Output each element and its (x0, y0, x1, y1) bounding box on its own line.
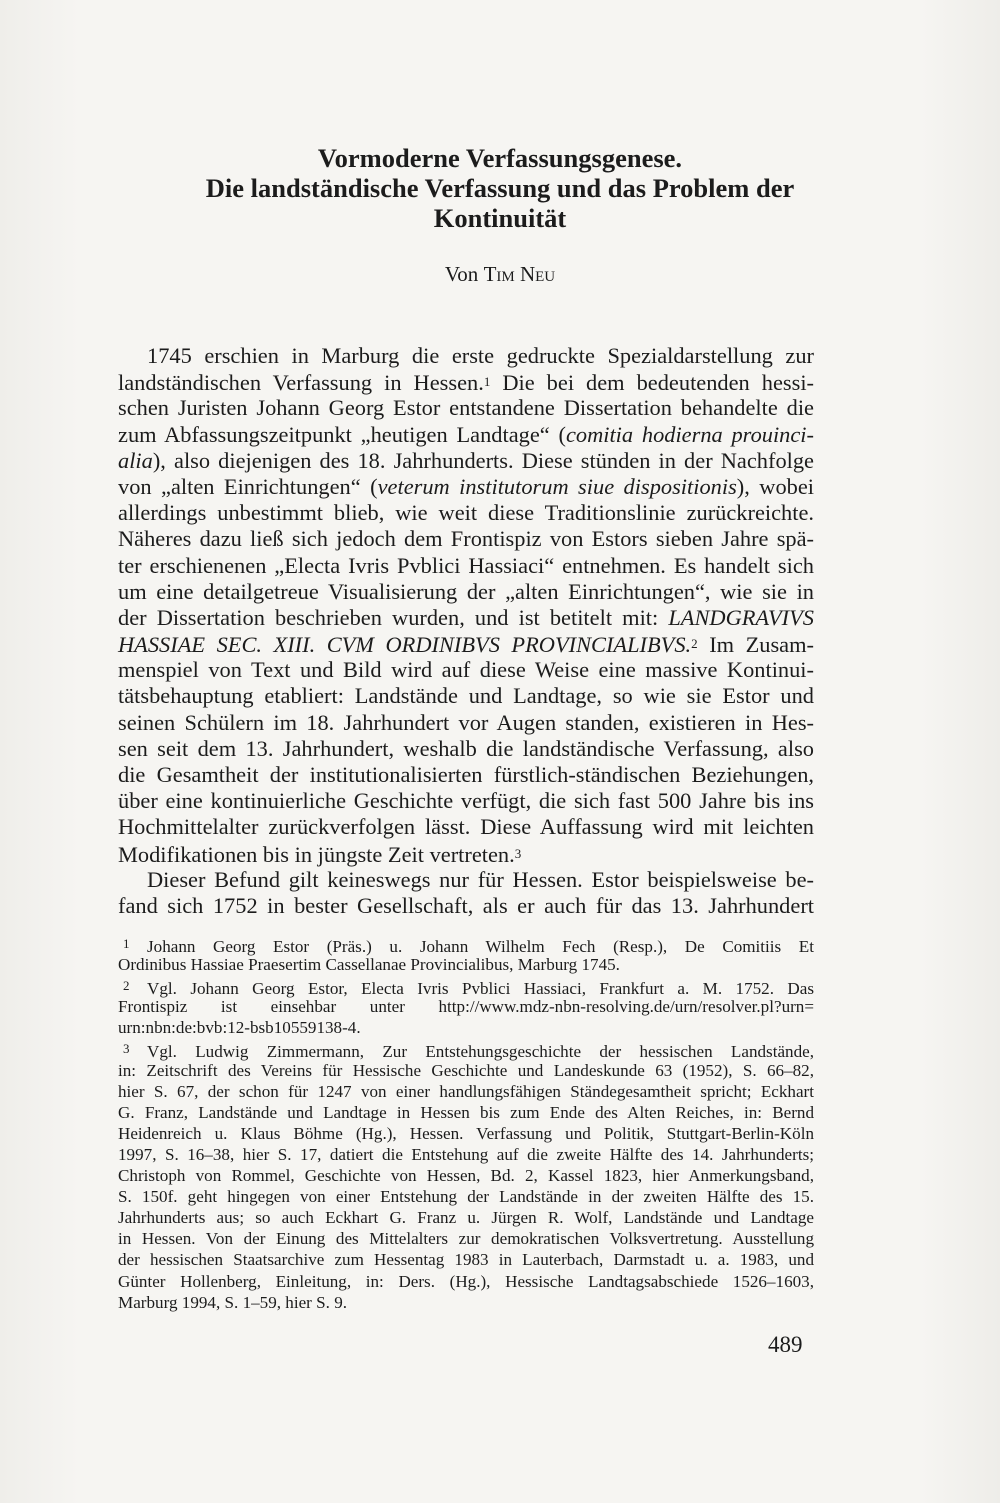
footnotes (118, 933, 814, 1313)
author-name: Tim Neu (483, 262, 556, 286)
body-line: Hochmittelalter zurückverfolgen lässt. Diese Auffassung wird mit leichten (118, 814, 814, 840)
footnote-line: in: Zeitschrift des Vereins für Hessische Geschichte und Landeskunde 63 (1952), S. 66–82, (118, 1060, 814, 1080)
title-line-1: Vormoderne Verfassungsgenese. (317, 143, 683, 173)
footnote-line: Jahrhunderts aus; so auch Eckhart G. Franz u. Jürgen R. Wolf, Landstände und Landtage (118, 1208, 814, 1228)
footnote-ref-2[interactable]: 2 (691, 636, 698, 652)
body-line: schen Juristen Johann Georg Estor entstandene Dissertation behandelte die (118, 395, 814, 421)
footnote-3: 3 Vgl. Ludwig Zimmermann, Zur Entstehungsgeschichte der hessischen Landstände, (118, 1038, 814, 1059)
footnote-1: 1 Johann Georg Estor (Präs.) u. Johann Wilhelm Fech (Resp.), De Comitiis Et (118, 933, 814, 954)
footnote-ref-1[interactable]: 1 (483, 374, 491, 390)
footnote-number-2: 2 (123, 978, 130, 994)
body-line: menspiel von Text und Bild wird auf diese Weise eine massive Kontinui- (118, 657, 814, 683)
footnote-line: G. Franz, Landstände und Landtage in Hessen bis zum Ende des Alten Reiches, in: Bernd (118, 1102, 814, 1122)
body-line: sen seit dem 13. Jahrhundert, weshalb die landständische Verfassung, also (118, 735, 814, 761)
footnote-line: Christoph von Rommel, Geschichte von Hessen, Bd. 2, Kassel 1823, hier Anmerkungsband, (118, 1166, 814, 1186)
footnote-line: Frontispiz ist einsehbar unter http://www.mdz-nbn-resolving.de/urn/resolver.pl?urn= (118, 997, 814, 1017)
body-line: ter erschienenen „Electa Ivris Pvblici Hassiaci“ entnehmen. Es handelt sich (118, 552, 814, 578)
body-line: um eine detailgetreue Visualisierung der „alten Einrichtungen“, wie sie in (118, 578, 814, 604)
body-line: über eine kontinuierliche Geschichte verfügt, die sich fast 500 Jahre bis ins (118, 788, 814, 814)
footnote-line: Ordinibus Hassiae Praesertim Cassellanae Provincialibus, Marburg 1745. (118, 955, 620, 975)
title-line-2: Die landständische Verfassung und das Problem der (205, 173, 795, 203)
footnote-line: der hessischen Staatsarchive zum Hessentag 1983 in Lauterbach, Darmstadt u. a. 1983, und (118, 1250, 814, 1270)
body-line: fand sich 1752 in bester Gesellschaft, als er auch für das 13. Jahrhundert (118, 892, 814, 918)
title-line-3: Kontinuität (433, 203, 567, 233)
footnote-line: Heidenreich u. Klaus Böhme (Hg.), Hessen. Verfassung und Politik, Stuttgart-Berlin-Köln (118, 1123, 814, 1143)
body-line: die Gesamtheit der institutionalisierten fürstlich-ständischen Beziehungen, (118, 762, 814, 787)
footnote-line: Marburg 1994, S. 1–59, hier S. 9. (118, 1292, 348, 1312)
body-line: von „alten Einrichtungen“ (veterum institutorum siue dispositionis), wobei (118, 473, 815, 499)
body-line: tätsbehauptung etabliert: Landstände und Landtage, so wie sie Estor und (118, 683, 814, 709)
body-line: landständischen Verfassung in Hessen.$^1$ Die bei dem bedeutenden hessi- (118, 370, 815, 396)
body-line: Modifikationen bis in jüngste Zeit vertreten.$^3$ (118, 841, 522, 867)
footnote-2: 2 Vgl. Johann Georg Estor, Electa Ivris Pvblici Hassiaci, Frankfurt a. M. 1752. Das (118, 975, 814, 996)
body-line: allerdings unbestimmt blieb, wie weit diese Traditionslinie zurückreichte. (118, 500, 814, 526)
footnote-ref-3[interactable]: 3 (514, 845, 522, 861)
body-line: Näheres dazu ließ sich jedoch dem Frontispiz von Estors sieben Jahre spä- (118, 526, 814, 552)
author-prefix: Von (444, 262, 479, 286)
footnote-line: hier S. 67, der schon für 1247 von einer handlungsfähigen Ständegesamtheit spricht; Eckhart (118, 1081, 814, 1101)
body-line: Dieser Befund gilt keineswegs nur für Hessen. Estor beispielsweise be- (147, 866, 814, 892)
article-title (118, 143, 882, 233)
footnote-line: 1997, S. 16–38, hier S. 17, datiert die Entstehung auf die zweite Hälfte des 14. Jahrhunderts; (118, 1144, 814, 1164)
author-line (118, 262, 882, 287)
footnote-number-3: 3 (123, 1041, 130, 1057)
body-line: alia), also diejenigen des 18. Jahrhunderts. Diese stünden in der Nachfolge (118, 447, 814, 473)
footnote-line: Günter Hollenberg, Einleitung, in: Ders. (Hg.), Hessische Landtagsabschiede 1526–1603, (118, 1271, 814, 1291)
body-line: seinen Schülern im 18. Jahrhundert vor Augen standen, existieren in Hes- (118, 709, 814, 735)
body-text (118, 343, 814, 919)
body-line: 1745 erschien in Marburg die erste gedruckte Spezialdarstellung zur (147, 343, 814, 368)
body-line: zum Abfassungszeitpunkt „heutigen Landtage“ (comitia hodierna prouinci- (118, 421, 814, 447)
footnote-line: urn:nbn:de:bvb:12-bsb10559138-4. (118, 1018, 361, 1038)
footnote-line: S. 150f. geht hingegen von einer Entstehung der Landstände in der zweiten Hälfte des 15. (118, 1187, 814, 1207)
page-number: 489 (768, 1332, 803, 1357)
footnote-number-1: 1 (123, 936, 130, 951)
body-line: HASSIAE SEC. XIII. CVM ORDINIBVS PROVINCIALIBVS.$^2$ Im Zusam- (118, 632, 814, 658)
footnote-line: in Hessen. Von der Einung des Mittelalters zur demokratischen Volksvertretung. Ausstellung (118, 1229, 814, 1249)
body-line: der Dissertation beschrieben wurden, und ist betitelt mit: LANDGRAVIVS (118, 604, 814, 630)
